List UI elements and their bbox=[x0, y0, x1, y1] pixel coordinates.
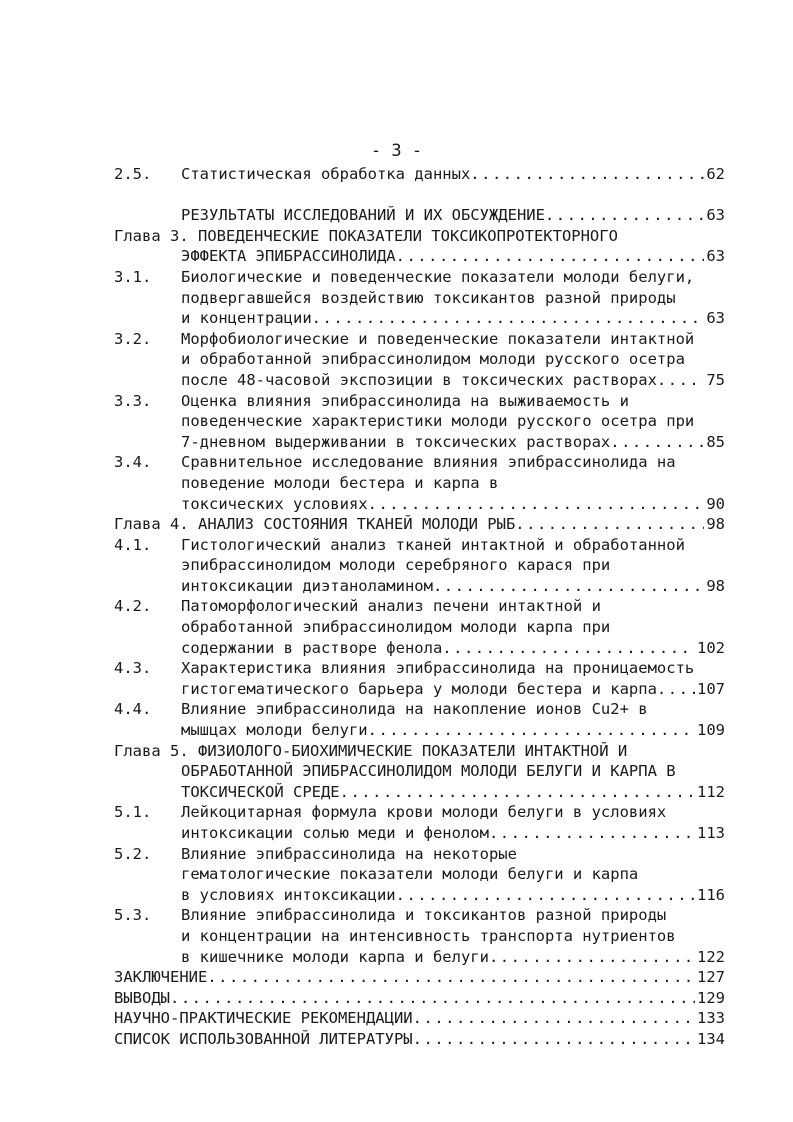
section-title: в условиях интоксикации bbox=[181, 885, 396, 904]
toc-entry-4-4[interactable] bbox=[114, 699, 725, 740]
toc-entry-4-1[interactable] bbox=[114, 535, 725, 597]
page-ref: 63 bbox=[706, 206, 725, 225]
section-number: 4.2. bbox=[114, 597, 152, 616]
page-ref: 102 bbox=[697, 638, 725, 657]
section-title: интоксикации солью меди и фенолом bbox=[181, 824, 489, 842]
page-ref: 129 bbox=[697, 988, 725, 1007]
toc-entry-5-3[interactable] bbox=[114, 905, 725, 967]
section-title: содержании в растворе фенола bbox=[181, 638, 443, 657]
page-ref: 134 bbox=[697, 1029, 725, 1048]
toc-entry-recommendations[interactable] bbox=[114, 1008, 725, 1029]
chapter-number: Глава 4. bbox=[114, 515, 189, 534]
toc-entry-3-3[interactable] bbox=[114, 391, 725, 453]
page-ref: 98 bbox=[706, 515, 725, 534]
section-title: подвергавшейся воздействию токсикантов разной природы bbox=[181, 288, 676, 307]
section-title: и обработанной эпибрассинолидом молоди русского осетра bbox=[181, 350, 685, 369]
section-title: гематологические показатели молоди белуги и карпа bbox=[181, 865, 639, 884]
section-title: 7-дневном выдерживании в токсических растворах bbox=[181, 432, 611, 451]
toc-entry-4-3[interactable] bbox=[114, 658, 725, 699]
section-title: после 48-часовой экспозиции в токсических растворах bbox=[181, 370, 657, 389]
section-number: 5.3. bbox=[114, 906, 152, 925]
page-ref: 112 bbox=[697, 782, 725, 801]
section-number: 3.1. bbox=[114, 267, 152, 286]
page-number: - 3 - bbox=[370, 141, 423, 161]
page-ref: 127 bbox=[697, 968, 725, 987]
toc-entry-chapter-4[interactable] bbox=[114, 514, 725, 535]
section-title: Влияние эпибрассинолида на накопление ионов Cu2+ в bbox=[181, 700, 648, 719]
section-title: Гистологический анализ тканей интактной и обработанной bbox=[181, 535, 685, 554]
section-number: 3.2. bbox=[114, 329, 152, 348]
page-ref: 122 bbox=[697, 947, 725, 966]
chapter-title: АНАЛИЗ СОСТОЯНИЯ ТКАНЕЙ МОЛОДИ РЫБ bbox=[198, 515, 516, 534]
toc-entry-2-5[interactable] bbox=[114, 164, 725, 185]
section-title: РЕЗУЛЬТАТЫ ИССЛЕДОВАНИЙ И ИХ ОБСУЖДЕНИЕ bbox=[181, 206, 545, 225]
chapter-number: Глава 3. bbox=[114, 226, 189, 245]
section-title: НАУЧНО-ПРАКТИЧЕСКИЕ РЕКОМЕНДАЦИИ bbox=[114, 1009, 413, 1028]
section-title: токсических условиях bbox=[181, 494, 368, 513]
toc-entry-5-2[interactable] bbox=[114, 844, 725, 906]
section-title: Влияние эпибрассинолида и токсикантов разной природы bbox=[181, 906, 667, 925]
section-title: Статистическая обработка данных bbox=[181, 165, 471, 183]
page-ref: 75 bbox=[706, 370, 725, 389]
section-number: 2.5. bbox=[114, 165, 152, 183]
section-number: 4.4. bbox=[114, 700, 152, 719]
page-ref: 85 bbox=[706, 432, 725, 451]
section-title: ВЫВОДЫ bbox=[114, 988, 170, 1007]
section-title: и концентрации bbox=[181, 309, 312, 328]
page-ref: 63 bbox=[706, 247, 725, 266]
toc-entry-chapter-5[interactable] bbox=[114, 741, 725, 803]
section-title: обработанной эпибрассинолидом молоди карпа при bbox=[181, 618, 611, 637]
section-title: Лейкоцитарная формула крови молоди белуги в условиях bbox=[181, 803, 667, 822]
section-title: Морфобиологические и поведенческие показатели интактной bbox=[181, 329, 695, 348]
chapter-title-cont: ТОКСИЧЕСКОЙ СРЕДЕ bbox=[181, 782, 340, 801]
section-number: 5.1. bbox=[114, 803, 152, 822]
section-title: Характеристика влияния эпибрассинолида на проницаемость bbox=[181, 659, 695, 678]
toc-entry-4-2[interactable] bbox=[114, 596, 725, 658]
section-title: поведение молоди бестера и карпа в bbox=[181, 473, 499, 492]
toc-entry-chapter-3[interactable] bbox=[114, 226, 725, 267]
section-title: в кишечнике молоди карпа и белуги bbox=[181, 947, 489, 966]
section-title: Оценка влияния эпибрассинолида на выживаемость и bbox=[181, 391, 629, 410]
chapter-title-cont: ЭФФЕКТА ЭПИБРАССИНОЛИДА bbox=[181, 247, 396, 266]
toc-entry-results[interactable] bbox=[114, 205, 725, 226]
chapter-title: ФИЗИОЛОГО-БИОХИМИЧЕСКИЕ ПОКАЗАТЕЛИ ИНТАКТНОЙ И bbox=[198, 741, 628, 760]
section-title: мышцах молоди белуги bbox=[181, 721, 368, 740]
section-title: СПИСОК ИСПОЛЬЗОВАННОЙ ЛИТЕРАТУРЫ bbox=[114, 1029, 413, 1048]
page-ref: 90 bbox=[706, 494, 725, 513]
section-title: Сравнительное исследование влияния эпибрассинолида на bbox=[181, 453, 676, 472]
section-title: Патоморфологический анализ печени интактной и bbox=[181, 597, 601, 616]
section-title: поведенческие характеристики молоди русского осетра при bbox=[181, 412, 695, 431]
toc-entry-5-1[interactable] bbox=[114, 802, 725, 843]
toc-entry-conclusion[interactable] bbox=[114, 967, 725, 988]
page-ref: 63 bbox=[706, 309, 725, 328]
table-of-contents bbox=[114, 164, 725, 1050]
page-ref: 98 bbox=[706, 576, 725, 595]
page-ref: 107 bbox=[697, 679, 725, 698]
section-title: Влияние эпибрассинолида на некоторые bbox=[181, 844, 517, 863]
section-number: 3.4. bbox=[114, 453, 152, 472]
section-number: 5.2. bbox=[114, 844, 152, 863]
section-title: эпибрассинолидом молоди серебряного карася при bbox=[181, 556, 611, 575]
toc-entry-findings[interactable] bbox=[114, 988, 725, 1009]
section-title: и концентрации на интенсивность транспорта нутриентов bbox=[181, 926, 676, 945]
chapter-title: ПОВЕДЕНЧЕСКИЕ ПОКАЗАТЕЛИ ТОКСИКОПРОТЕКТОРНОГО bbox=[198, 226, 618, 245]
toc-entry-3-2[interactable] bbox=[114, 329, 725, 391]
page-ref: 113 bbox=[697, 824, 725, 842]
page-ref: 133 bbox=[697, 1009, 725, 1028]
section-number: 4.3. bbox=[114, 659, 152, 678]
toc-entry-3-4[interactable] bbox=[114, 452, 725, 514]
section-number: 4.1. bbox=[114, 535, 152, 554]
section-title: Биологические и поведенческие показатели молоди белуги, bbox=[181, 267, 695, 286]
toc-entry-references[interactable] bbox=[114, 1029, 725, 1050]
section-title: интоксикации диэтаноламином bbox=[181, 576, 433, 595]
section-title: ЗАКЛЮЧЕНИЕ bbox=[114, 968, 208, 987]
page-ref: 116 bbox=[697, 885, 725, 904]
chapter-number: Глава 5. bbox=[114, 741, 189, 760]
section-title: гистогематического барьера у молоди бестера и карпа bbox=[181, 679, 657, 698]
chapter-title-cont: ОБРАБОТАННОЙ ЭПИБРАССИНОЛИДОМ МОЛОДИ БЕЛУГИ И КАРПА В bbox=[181, 762, 676, 781]
section-number: 3.3. bbox=[114, 391, 152, 410]
page-ref: 109 bbox=[697, 721, 725, 740]
toc-entry-3-1[interactable] bbox=[114, 267, 725, 329]
page-ref: 62 bbox=[706, 165, 725, 183]
